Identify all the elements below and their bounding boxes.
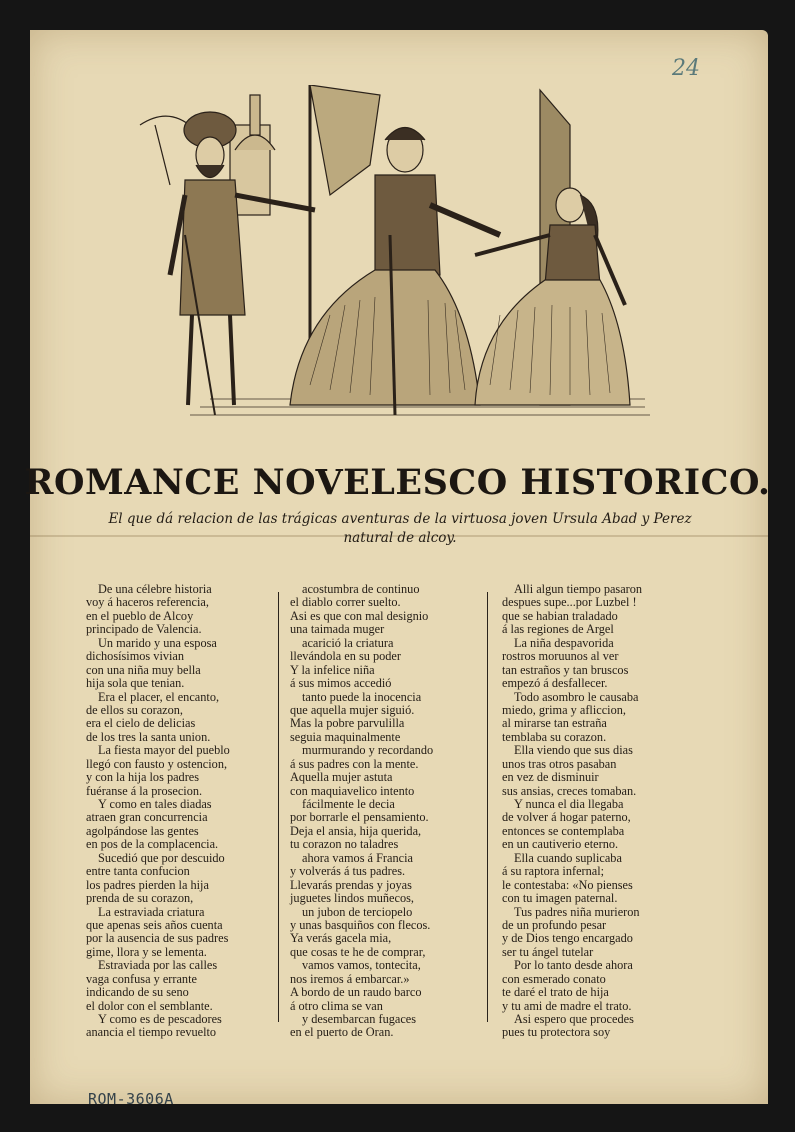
- verse-line: Un marido y una esposa: [98, 635, 217, 650]
- woodcut-illustration: [130, 85, 655, 435]
- verse-line: Aquella mujer astuta: [290, 770, 393, 785]
- verse-line: voy á haceros referencia,: [86, 595, 209, 610]
- verse-line: con tu imagen paternal.: [502, 891, 618, 906]
- verse-line: Estraviada por las calles: [98, 958, 218, 973]
- verse-line: La estraviada criatura: [98, 904, 205, 919]
- verse-line: á su raptora infernal;: [502, 864, 605, 879]
- verse-line: á las regiones de Argel: [502, 622, 614, 637]
- verse-line: acarició la criatura: [302, 635, 394, 650]
- verse-line: con maquiavelico intento: [290, 783, 415, 798]
- verse-line: Alli algun tiempo pasaron: [514, 582, 643, 596]
- verse-line: acostumbra de continuo: [302, 582, 420, 596]
- verse-line: hija sola que tenian.: [86, 676, 185, 691]
- verse-line: Deja el ansia, hija querida,: [290, 823, 422, 838]
- verse-line: á otro clima se van: [290, 998, 383, 1013]
- verse-line: Era el placer, el encanto,: [98, 689, 220, 704]
- verse-line: Y la infelice niña: [290, 662, 375, 677]
- verse-line: y unas basquiños con flecos.: [290, 917, 431, 932]
- verse-line: en pos de la complacencia.: [86, 837, 219, 852]
- verse-line: De una célebre historia: [98, 582, 212, 596]
- verse-line: dichosísimos vivian: [86, 649, 185, 664]
- verse-line: vamos vamos, tontecita,: [302, 958, 421, 973]
- verse-line: Y nunca el dia llegaba: [514, 797, 624, 811]
- verse-line: un jubon de terciopelo: [302, 904, 413, 919]
- verse-line: entonces se contemplaba: [502, 823, 625, 838]
- verse-line: fuéranse á la prosecion.: [86, 783, 203, 798]
- verse-line: nos iremos á embarcar.»: [290, 971, 410, 986]
- verse-line: de ellos su corazon,: [86, 702, 183, 717]
- verse-line: temblaba su corazon.: [502, 729, 607, 744]
- verse-line: el dolor con el semblante.: [86, 998, 213, 1013]
- verse-line: fácilmente le decia: [302, 797, 395, 811]
- verse-line: unos tras otros pasaban: [502, 756, 617, 771]
- verse-line: murmurando y recordando: [302, 743, 434, 758]
- verse-column-1: [86, 583, 230, 1040]
- verse-line: por borrarle el pensamiento.: [290, 810, 429, 825]
- verse-line: A bordo de un raudo barco: [290, 985, 422, 1000]
- verse-line: entre tanta confucion: [86, 864, 190, 879]
- verse-line: ser tu ángel tutelar: [502, 944, 594, 959]
- verse-line: tu corazon no taladres: [290, 837, 399, 852]
- verse-line: que apenas seis años cuenta: [86, 917, 223, 932]
- verse-line: Mas la pobre parvulilla: [290, 716, 405, 731]
- verse-line: que se habian traladado: [502, 608, 618, 623]
- verse-line: tan estraños y tan bruscos: [502, 662, 629, 677]
- verse-line: en el pueblo de Alcoy: [86, 608, 194, 623]
- verse-line: La niña despavorida: [514, 635, 614, 650]
- verse-line: Ella viendo que sus dias: [514, 743, 633, 758]
- verse-line: principado de Valencia.: [86, 622, 202, 637]
- verse-line: con esmerado conato: [502, 971, 606, 986]
- verse-line: y desembarcan fugaces: [302, 1012, 417, 1026]
- verse-line: á sus mimos accedió: [290, 676, 392, 691]
- verse-line: atraen gran concurrencia: [86, 810, 208, 825]
- verse-line: pues tu protectora soy: [502, 1025, 611, 1040]
- verse-line: prenda de su corazon,: [86, 891, 194, 906]
- verse-line: los padres pierden la hija: [86, 877, 209, 892]
- verse-line: sus ansias, creces tomaban.: [502, 783, 637, 798]
- column-divider: [487, 592, 488, 1022]
- verse-line: agolpándose las gentes: [86, 823, 199, 838]
- verse-line: Asi es que con mal designio: [290, 608, 429, 623]
- verse-column-2: [290, 583, 433, 1040]
- verse-line: seguia maquinalmente: [290, 729, 401, 744]
- verse-line: rostros moruunos al ver: [502, 649, 619, 664]
- verse-line: Y como en tales diadas: [98, 797, 212, 811]
- verse-line: Sucedió que por descuido: [98, 850, 225, 865]
- verse-line: Tus padres niña murieron: [514, 904, 640, 919]
- verse-line: despues supe...por Luzbel !: [502, 595, 637, 610]
- verse-line: con una niña muy bella: [86, 662, 201, 677]
- verse-line: el diablo correr suelto.: [290, 595, 401, 610]
- verse-line: Asi espero que procedes: [514, 1012, 634, 1026]
- verse-line: Todo asombro le causaba: [514, 689, 639, 704]
- verse-line: ahora vamos á Francia: [302, 850, 413, 865]
- document-title: ROMANCE NOVELESCO HISTORICO.: [24, 462, 771, 503]
- verse-line: Por lo tanto desde ahora: [514, 958, 633, 973]
- verse-line: en el puerto de Oran.: [290, 1025, 394, 1040]
- verse-line: le contestaba: «No pienses: [502, 877, 633, 892]
- verse-line: Y como es de pescadores: [98, 1012, 222, 1026]
- verse-line: de los tres la santa union.: [86, 729, 211, 744]
- verse-line: que aquella mujer siguió.: [290, 702, 415, 717]
- verse-line: vaga confusa y errante: [86, 971, 197, 986]
- verse-line: Llevarás prendas y joyas: [290, 877, 412, 892]
- verse-line: Ella cuando suplicaba: [514, 850, 622, 865]
- verse-line: tanto puede la inocencia: [302, 689, 422, 704]
- verse-line: á sus padres con la mente.: [290, 756, 419, 771]
- column-divider: [278, 592, 279, 1022]
- verse-line: miedo, grima y afliccion,: [502, 702, 626, 717]
- verse-line: indicando de su seno: [86, 985, 189, 1000]
- verse-line: juguetes lindos muñecos,: [290, 891, 414, 906]
- verse-line: anancia el tiempo revuelto: [86, 1025, 217, 1040]
- verse-line: llevándola en su poder: [290, 649, 401, 664]
- verse-line: Ya verás gacela mia,: [290, 931, 392, 946]
- verse-line: empezó á desfallecer.: [502, 676, 608, 691]
- verse-line: y de Dios tengo encargado: [502, 931, 633, 946]
- verse-column-3: [502, 583, 642, 1040]
- verse-line: que cosas te he de comprar,: [290, 944, 426, 959]
- verse-line: al mirarse tan estraña: [502, 716, 607, 731]
- verse-line: en un cautiverio eterno.: [502, 837, 619, 852]
- verse-line: y con la hija los padres: [86, 770, 200, 785]
- verse-line: te daré el trato de hija: [502, 985, 609, 1000]
- verse-line: y tu ami de madre el trato.: [502, 998, 632, 1013]
- verse-line: gime, llora y se lementa.: [86, 944, 207, 959]
- verse-line: de volver á hogar paterno,: [502, 810, 631, 825]
- verse-line: llegó con fausto y ostencion,: [86, 756, 228, 771]
- verse-line: La fiesta mayor del pueblo: [98, 743, 230, 758]
- document-subtitle: El que dá relacion de las trágicas aventuras de la virtuosa joven Ursula Abad y Perez natural de alcoy.: [108, 511, 692, 546]
- verse-line: una taimada muger: [290, 622, 385, 637]
- verse-line: en vez de disminuir: [502, 770, 599, 785]
- archive-stamp: ROM-3606A: [88, 1090, 174, 1108]
- verse-line: era el cielo de delicias: [86, 716, 196, 731]
- page-number: 24: [672, 56, 700, 81]
- verse-line: y volverás á tus padres.: [290, 864, 406, 879]
- verse-line: por la ausencia de sus padres: [86, 931, 229, 946]
- verse-line: de un profundo pesar: [502, 917, 607, 932]
